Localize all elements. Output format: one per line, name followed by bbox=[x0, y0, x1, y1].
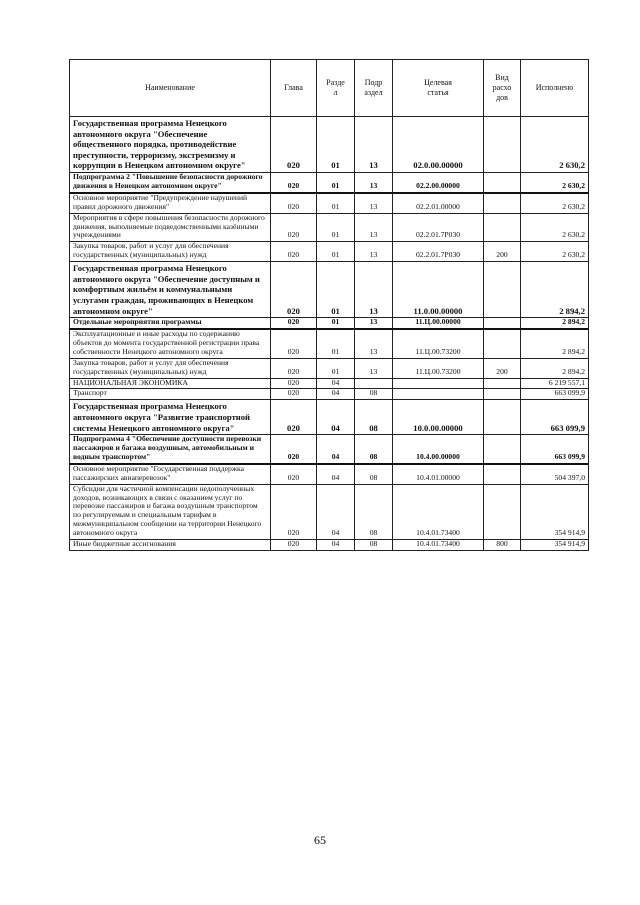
table-row bbox=[70, 358, 589, 378]
cell-target: 02.2.01.7Р030 bbox=[393, 242, 484, 262]
cell-vid bbox=[484, 435, 521, 464]
cell-razdel: 01 bbox=[317, 318, 355, 329]
cell-amount: 2 630,2 bbox=[521, 117, 589, 173]
cell-podrazdel: 13 bbox=[355, 242, 393, 262]
cell-razdel: 01 bbox=[317, 358, 355, 378]
cell-glava: 020 bbox=[271, 242, 317, 262]
cell-podrazdel: 13 bbox=[355, 318, 393, 329]
cell-amount: 2 630,2 bbox=[521, 213, 589, 242]
col-header-razdel: Разде л bbox=[317, 60, 355, 117]
col-header-glava: Глава bbox=[271, 60, 317, 117]
cell-vid bbox=[484, 213, 521, 242]
cell-vid bbox=[484, 484, 521, 539]
cell-name: Мероприятия в сфере повышения безопасности дорожного движения, выполняемые подведомственными казёнными учреждениями bbox=[70, 213, 271, 242]
cell-name: Государственная программа Ненецкого автономного округа "Обеспечение доступным и комфортным жильём и коммунальными услугами граждан, проживающих в Ненецком автономном округе" bbox=[70, 262, 271, 318]
cell-razdel: 04 bbox=[317, 464, 355, 484]
cell-podrazdel: 13 bbox=[355, 329, 393, 358]
cell-name: Основное мероприятие "Предупреждение нарушений правил дорожного движения" bbox=[70, 193, 271, 213]
cell-amount: 2 630,2 bbox=[521, 172, 589, 192]
table-row bbox=[70, 172, 589, 192]
cell-vid bbox=[484, 389, 521, 400]
cell-amount: 663 099,9 bbox=[521, 389, 589, 400]
cell-podrazdel: 13 bbox=[355, 193, 393, 213]
cell-amount: 2 630,2 bbox=[521, 193, 589, 213]
table-row bbox=[70, 318, 589, 329]
cell-glava: 020 bbox=[271, 117, 317, 173]
table-row bbox=[70, 213, 589, 242]
cell-target: 11.Ц.00.73200 bbox=[393, 329, 484, 358]
cell-glava: 020 bbox=[271, 262, 317, 318]
cell-podrazdel: 13 bbox=[355, 213, 393, 242]
cell-glava: 020 bbox=[271, 484, 317, 539]
cell-name: Иные бюджетные ассигнования bbox=[70, 540, 271, 551]
cell-podrazdel: 08 bbox=[355, 540, 393, 551]
cell-glava: 020 bbox=[271, 213, 317, 242]
cell-target: 11.Ц.00.73200 bbox=[393, 358, 484, 378]
cell-razdel: 04 bbox=[317, 378, 355, 389]
cell-razdel: 04 bbox=[317, 484, 355, 539]
table-row bbox=[70, 329, 589, 358]
cell-glava: 020 bbox=[271, 400, 317, 435]
cell-vid bbox=[484, 464, 521, 484]
cell-amount: 354 914,9 bbox=[521, 540, 589, 551]
cell-target bbox=[393, 389, 484, 400]
cell-glava: 020 bbox=[271, 193, 317, 213]
cell-razdel: 01 bbox=[317, 242, 355, 262]
cell-amount: 663 099,9 bbox=[521, 435, 589, 464]
cell-vid: 200 bbox=[484, 358, 521, 378]
cell-vid bbox=[484, 400, 521, 435]
cell-target bbox=[393, 378, 484, 389]
cell-name: НАЦИОНАЛЬНАЯ ЭКОНОМИКА bbox=[70, 378, 271, 389]
header-row bbox=[70, 60, 589, 117]
cell-vid: 200 bbox=[484, 242, 521, 262]
cell-target: 02.0.00.00000 bbox=[393, 117, 484, 173]
cell-podrazdel: 08 bbox=[355, 389, 393, 400]
budget-table bbox=[69, 59, 589, 551]
cell-vid bbox=[484, 193, 521, 213]
cell-name: Отдельные мероприятия программы bbox=[70, 318, 271, 329]
cell-glava: 020 bbox=[271, 329, 317, 358]
page-number: 65 bbox=[314, 833, 326, 847]
cell-target: 02.2.00.00000 bbox=[393, 172, 484, 192]
cell-name: Государственная программа Ненецкого автономного округа "Обеспечение общественного порядка, противодействие преступности, терроризму, экстремизму и коррупции в Ненецком автономном округе" bbox=[70, 117, 271, 173]
cell-glava: 020 bbox=[271, 378, 317, 389]
table-row bbox=[70, 435, 589, 464]
cell-target: 10.4.00.00000 bbox=[393, 435, 484, 464]
cell-vid: 800 bbox=[484, 540, 521, 551]
cell-podrazdel: 08 bbox=[355, 464, 393, 484]
cell-target: 10.0.00.00000 bbox=[393, 400, 484, 435]
cell-vid bbox=[484, 318, 521, 329]
cell-name: Транспорт bbox=[70, 389, 271, 400]
cell-target: 10.4.01.73400 bbox=[393, 484, 484, 539]
table-row bbox=[70, 378, 589, 389]
cell-podrazdel: 08 bbox=[355, 400, 393, 435]
cell-vid bbox=[484, 117, 521, 173]
cell-target: 02.2.01.7Р030 bbox=[393, 213, 484, 242]
cell-podrazdel: 08 bbox=[355, 484, 393, 539]
table-row bbox=[70, 262, 589, 318]
col-header-name: Наименование bbox=[70, 60, 271, 117]
cell-razdel: 01 bbox=[317, 262, 355, 318]
cell-amount: 663 099,9 bbox=[521, 400, 589, 435]
cell-name: Субсидии для частичной компенсации недополученных доходов, возникающих в связи с оказанием услуг по перевозке пассажиров и багажа воздушным транспортом по регулируемым и специальным тарифам в межмуниципальном сообщении на территории Ненецкого автономного округа bbox=[70, 484, 271, 539]
cell-glava: 020 bbox=[271, 358, 317, 378]
cell-target: 10.4.01.00000 bbox=[393, 464, 484, 484]
cell-name: Подпрограмма 4 "Обеспечение доступности перевозки пассажиров и багажа воздушным, автомобильным и водным транспортом" bbox=[70, 435, 271, 464]
cell-glava: 020 bbox=[271, 389, 317, 400]
cell-amount: 2 630,2 bbox=[521, 242, 589, 262]
cell-name: Подпрограмма 2 "Повышение безопасности дорожного движения в Ненецком автономном округе" bbox=[70, 172, 271, 192]
cell-name: Эксплуатационные и иные расходы по содержанию объектов до момента государственной регистрации права собственности Ненецкого автономного округа bbox=[70, 329, 271, 358]
cell-amount: 354 914,9 bbox=[521, 484, 589, 539]
cell-name: Государственная программа Ненецкого автономного округа "Развитие транспортной системы Ненецкого автономного округа" bbox=[70, 400, 271, 435]
cell-razdel: 04 bbox=[317, 400, 355, 435]
cell-vid bbox=[484, 329, 521, 358]
table-row bbox=[70, 242, 589, 262]
cell-glava: 020 bbox=[271, 318, 317, 329]
table-row bbox=[70, 540, 589, 551]
cell-razdel: 01 bbox=[317, 193, 355, 213]
cell-razdel: 01 bbox=[317, 117, 355, 173]
cell-target: 10.4.01.73400 bbox=[393, 540, 484, 551]
cell-name: Закупка товаров, работ и услуг для обеспечения государственных (муниципальных) нужд bbox=[70, 358, 271, 378]
table-row bbox=[70, 484, 589, 539]
table-row bbox=[70, 400, 589, 435]
col-header-vid: Вид расхо дов bbox=[484, 60, 521, 117]
cell-target: 11.0.00.00000 bbox=[393, 262, 484, 318]
cell-glava: 020 bbox=[271, 435, 317, 464]
cell-target: 11.Ц.00.00000 bbox=[393, 318, 484, 329]
cell-amount: 6 219 557,1 bbox=[521, 378, 589, 389]
cell-amount: 2 894,2 bbox=[521, 262, 589, 318]
cell-vid bbox=[484, 172, 521, 192]
cell-podrazdel bbox=[355, 378, 393, 389]
col-header-podrazdel: Подр аздел bbox=[355, 60, 393, 117]
cell-glava: 020 bbox=[271, 540, 317, 551]
cell-razdel: 01 bbox=[317, 172, 355, 192]
cell-amount: 504 397,0 bbox=[521, 464, 589, 484]
cell-glava: 020 bbox=[271, 172, 317, 192]
cell-amount: 2 894,2 bbox=[521, 329, 589, 358]
cell-vid bbox=[484, 378, 521, 389]
cell-name: Основное мероприятие "Государственная поддержка пассажирских авиаперевозок" bbox=[70, 464, 271, 484]
cell-razdel: 04 bbox=[317, 389, 355, 400]
cell-podrazdel: 13 bbox=[355, 358, 393, 378]
col-header-target: Целевая статья bbox=[393, 60, 484, 117]
cell-name: Закупка товаров, работ и услуг для обеспечения государственных (муниципальных) нужд bbox=[70, 242, 271, 262]
cell-podrazdel: 13 bbox=[355, 262, 393, 318]
col-header-amount: Исполнено bbox=[521, 60, 589, 117]
cell-podrazdel: 08 bbox=[355, 435, 393, 464]
table-row bbox=[70, 117, 589, 173]
cell-amount: 2 894,2 bbox=[521, 318, 589, 329]
cell-podrazdel: 13 bbox=[355, 172, 393, 192]
cell-razdel: 01 bbox=[317, 329, 355, 358]
cell-amount: 2 894,2 bbox=[521, 358, 589, 378]
table-row bbox=[70, 193, 589, 213]
table-row bbox=[70, 464, 589, 484]
cell-razdel: 04 bbox=[317, 435, 355, 464]
cell-podrazdel: 13 bbox=[355, 117, 393, 173]
cell-razdel: 01 bbox=[317, 213, 355, 242]
cell-vid bbox=[484, 262, 521, 318]
cell-glava: 020 bbox=[271, 464, 317, 484]
table-row bbox=[70, 389, 589, 400]
cell-razdel: 04 bbox=[317, 540, 355, 551]
cell-target: 02.2.01.00000 bbox=[393, 193, 484, 213]
